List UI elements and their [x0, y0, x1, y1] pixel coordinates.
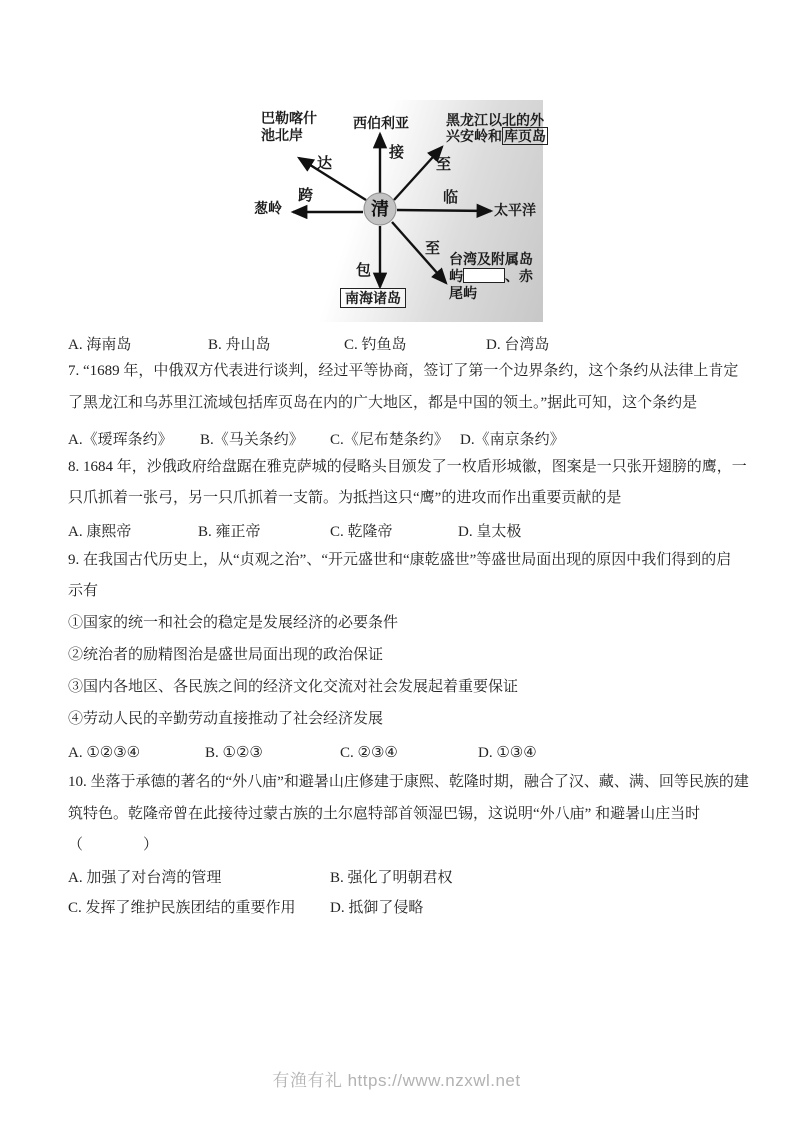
edge-label-bao: 包 [356, 262, 372, 279]
label-taiwan-line2 [449, 268, 533, 285]
q8-option-a: A. 康熙帝 [68, 524, 132, 540]
label-taiwan-line3: 尾屿 [449, 285, 477, 301]
q7-option-a: A.《瑷珲条约》 [68, 432, 173, 448]
q10-option-b: B. 强化了明朝君权 [330, 870, 453, 886]
question-6-options-row [0, 333, 793, 351]
footer-watermark-link[interactable]: 有渔有礼 https://www.nzxwl.net [272, 1071, 521, 1090]
q9-option-c: C. ②③④ [340, 745, 398, 761]
label-taiwan-line1: 台湾及附属岛 [449, 251, 533, 267]
label-lake-balkhash [261, 110, 317, 144]
question-9-options-row [0, 743, 793, 761]
boxed-nanhai-islands [340, 290, 406, 307]
q9-option-a: A. ①②③④ [68, 745, 141, 761]
edge-label-kua: 跨 [298, 187, 314, 204]
q6-option-c: C. 钓鱼岛 [344, 337, 407, 353]
label-outer-xingan-sakhalin [446, 112, 548, 144]
question-9-item-1: ①国家的统一和社会的稳定是发展经济的必要条件 [68, 615, 399, 631]
label-taiwan-yu: 屿 [449, 268, 463, 284]
fill-in-blank-box [463, 268, 505, 283]
edge-label-zhi-upper: 至 [436, 156, 452, 173]
q10-option-d: D. 抵御了侵略 [330, 900, 424, 916]
edge-label-da: 达 [317, 155, 333, 172]
q7-option-b: B.《马关条约》 [200, 432, 304, 448]
label-xingan-text: 兴安岭和 [446, 128, 502, 144]
edge-label-jie: 接 [389, 144, 405, 161]
edge-label-zhi-lower: 至 [425, 240, 441, 257]
label-congling: 葱岭 [254, 200, 282, 216]
edge-label-lin: 临 [443, 189, 459, 206]
question-7-options-row [0, 428, 793, 446]
question-7-line-1: 7. “1689 年，中俄双方代表进行谈判，经过平等协商，签订了第一个边界条约，这个条约从法律上肯定 [68, 363, 739, 379]
question-10-options-row-1 [0, 866, 793, 884]
question-10-options-row-2 [0, 896, 793, 914]
center-node-qing: 清 [371, 199, 389, 219]
arrow-right [397, 210, 491, 211]
question-9-item-4: ④劳动人民的辛勤劳动直接推动了社会经济发展 [68, 711, 384, 727]
q6-option-a: A. 海南岛 [68, 337, 132, 353]
question-9-item-2: ②统治者的励精图治是盛世局面出现的政治保证 [68, 647, 384, 663]
label-siberia: 西伯利亚 [353, 115, 409, 131]
label-outer-xingan-line1: 黑龙江以北的外 [446, 112, 544, 128]
q9-option-d: D. ①③④ [478, 745, 537, 761]
question-10-line-1: 10. 坐落于承德的著名的“外八庙”和避暑山庄修建于康熙、乾隆时期，融合了汉、藏、满、回等民族的建 [68, 774, 749, 790]
boxed-sakhalin: 库页岛 [504, 128, 546, 144]
label-lake-balkhash-line2: 池北岸 [261, 127, 303, 143]
q6-option-b: B. 舟山岛 [208, 337, 271, 353]
question-8-options-row [0, 520, 793, 538]
question-10-answer-parentheses: （ ） [68, 837, 159, 853]
label-outer-xingan-line2 [446, 128, 548, 144]
q7-option-c: C.《尼布楚条约》 [330, 432, 449, 448]
question-7-line-2: 了黑龙江和乌苏里江流域包括库页岛在内的广大地区，都是中国的领土。”据此可知，这个条约是 [68, 395, 698, 411]
question-9-item-3: ③国内各地区、各民族之间的经济文化交流对社会发展起着重要保证 [68, 679, 519, 695]
q8-option-d: D. 皇太极 [458, 524, 522, 540]
q7-option-d: D.《南京条约》 [460, 432, 565, 448]
question-10-line-2: 筑特色。乾隆帝曾在此接待过蒙古族的土尔扈特部首领湿巴锡，这说明“外八庙” 和避暑山庄当时 [68, 806, 701, 822]
q9-option-b: B. ①②③ [205, 745, 263, 761]
question-9-line-2: 示有 [68, 583, 99, 599]
boxed-nanhai-text: 南海诸岛 [340, 288, 406, 308]
question-8-line-2: 只爪抓着一张弓，另一只爪抓着一支箭。为抵挡这只“鹰”的进攻而作出重要贡献的是 [68, 490, 622, 506]
label-lake-balkhash-line1: 巴勒喀什 [261, 110, 317, 126]
question-9-line-1: 9. 在我国古代历史上，从“贞观之治”、“开元盛世和“康乾盛世”等盛世局面出现的原因中我们得到的启 [68, 552, 732, 568]
label-taiwan-chi: 、赤 [505, 268, 533, 284]
q8-option-c: C. 乾隆帝 [330, 524, 393, 540]
qing-territory-diagram [253, 100, 546, 322]
q8-option-b: B. 雍正帝 [198, 524, 261, 540]
label-pacific: 太平洋 [494, 202, 536, 218]
label-taiwan-islands [449, 251, 533, 302]
question-8-line-1: 8. 1684 年，沙俄政府给盘踞在雅克萨城的侵略头目颁发了一枚盾形城徽，图案是一只张开翅膀的鹰，一 [68, 459, 747, 475]
q6-option-d: D. 台湾岛 [486, 337, 550, 353]
q10-option-a: A. 加强了对台湾的管理 [68, 870, 222, 886]
q10-option-c: C. 发挥了维护民族团结的重要作用 [68, 900, 296, 916]
